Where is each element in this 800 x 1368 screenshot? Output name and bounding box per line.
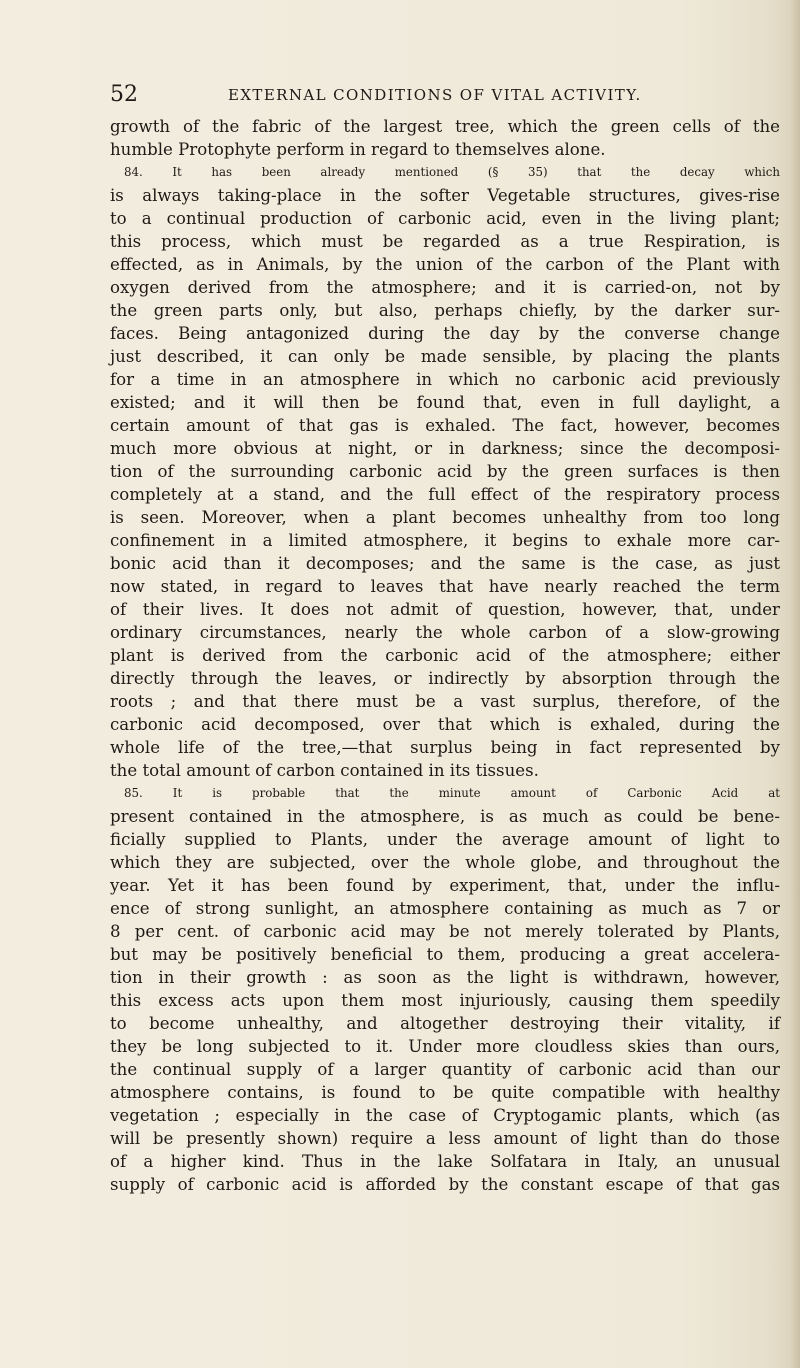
text-line: existed; and it will then be found that, even in full daylight, a (110, 393, 780, 412)
text-line: just described, it can only be made sensible, by placing the plants (110, 347, 780, 366)
text-line: to a continual production of carbonic acid, even in the living plant; (110, 209, 780, 228)
text-line: ence of strong sunlight, an atmosphere containing as much as 7 or (110, 899, 780, 918)
text-line: plant is derived from the carbonic acid of the atmosphere; either (110, 646, 780, 665)
text-line: year. Yet it has been found by experiment, that, under the influ- (110, 876, 780, 895)
text-line: which they are subjected, over the whole globe, and throughout the (110, 853, 780, 872)
text-line: humble Protophyte perform in regard to themselves alone. (110, 140, 606, 159)
page-header (110, 80, 710, 110)
text-line: atmosphere contains, is found to be quite compatible with healthy (110, 1083, 780, 1102)
text-line: much more obvious at night, or in darkness; since the decomposi- (110, 439, 780, 458)
running-head: EXTERNAL CONDITIONS OF VITAL ACTIVITY. (228, 86, 642, 104)
text-line: of a higher kind. Thus in the lake Solfatara in Italy, an unusual (110, 1152, 780, 1171)
text-line: roots ; and that there must be a vast surplus, therefore, of the (110, 692, 780, 711)
text-line: whole life of the tree,—that surplus being in fact represented by (110, 738, 780, 757)
text-line: 84. It has been already mentioned (§ 35) that the decay which (124, 165, 780, 179)
page-edge-shadow (790, 0, 800, 1368)
body-text (110, 115, 780, 1196)
text-line: 8 per cent. of carbonic acid may be not merely tolerated by Plants, (110, 922, 780, 941)
text-line: carbonic acid decomposed, over that which is exhaled, during the (110, 715, 780, 734)
text-line: effected, as in Animals, by the union of the carbon of the Plant with (110, 255, 780, 274)
text-line: for a time in an atmosphere in which no carbonic acid previously (110, 370, 780, 389)
text-line: the continual supply of a larger quantity of carbonic acid than our (110, 1060, 780, 1079)
text-line: confinement in a limited atmosphere, it begins to exhale more car- (110, 531, 780, 550)
text-line: now stated, in regard to leaves that have nearly reached the term (110, 577, 780, 596)
text-line: is seen. Moreover, when a plant becomes unhealthy from too long (110, 508, 780, 527)
text-line: present contained in the atmosphere, is as much as could be bene- (110, 807, 780, 826)
text-line: completely at a stand, and the full effect of the respiratory process (110, 485, 780, 504)
text-line: directly through the leaves, or indirectly by absorption through the (110, 669, 780, 688)
text-line: oxygen derived from the atmosphere; and it is carried-on, not by (110, 278, 780, 297)
text-line: is always taking-place in the softer Vegetable structures, gives-rise (110, 186, 780, 205)
text-line: this excess acts upon them most injuriously, causing them speedily (110, 991, 780, 1010)
text-line: growth of the fabric of the largest tree, which the green cells of the (110, 117, 780, 136)
text-line: this process, which must be regarded as a true Respiration, is (110, 232, 780, 251)
text-line: certain amount of that gas is exhaled. The fact, however, becomes (110, 416, 780, 435)
text-line: but may be positively beneficial to them, producing a great accelera- (110, 945, 780, 964)
text-line: will be presently shown) require a less amount of light than do those (110, 1129, 780, 1148)
text-line: tion in their growth : as soon as the light is withdrawn, however, (110, 968, 780, 987)
text-line: vegetation ; especially in the case of Cryptogamic plants, which (as (110, 1106, 780, 1125)
text-line: tion of the surrounding carbonic acid by the green surfaces is then (110, 462, 780, 481)
text-line: the total amount of carbon contained in its tissues. (110, 761, 539, 780)
text-line: 85. It is probable that the minute amount of Carbonic Acid at (124, 786, 780, 800)
text-line: supply of carbonic acid is afforded by the constant escape of that gas (110, 1175, 780, 1194)
text-line: they be long subjected to it. Under more cloudless skies than ours, (110, 1037, 780, 1056)
text-line: faces. Being antagonized during the day by the converse change (110, 324, 780, 343)
text-line: ordinary circumstances, nearly the whole carbon of a slow-growing (110, 623, 780, 642)
text-line: ficially supplied to Plants, under the average amount of light to (110, 830, 780, 849)
page-number: 52 (110, 82, 138, 107)
text-line: bonic acid than it decomposes; and the same is the case, as just (110, 554, 780, 573)
text-line: the green parts only, but also, perhaps chiefly, by the darker sur- (110, 301, 780, 320)
text-line: of their lives. It does not admit of question, however, that, under (110, 600, 780, 619)
text-line: to become unhealthy, and altogether destroying their vitality, if (110, 1014, 780, 1033)
